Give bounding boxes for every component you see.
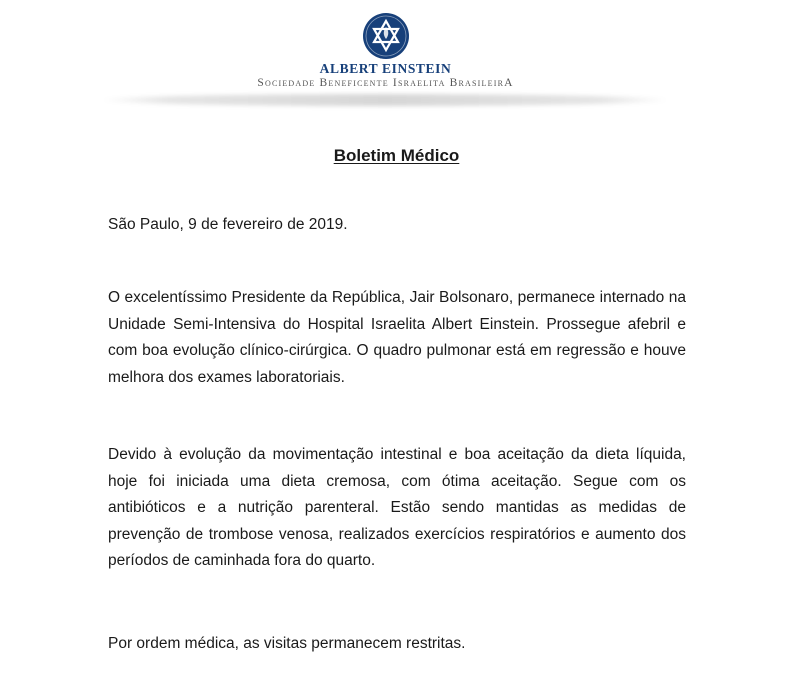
paragraph-visits: Por ordem médica, as visitas permanecem restritas. [108,635,466,652]
document-title: Boletim Médico [333,146,460,165]
header-divider [100,94,670,106]
paragraph-patient-status: O excelentíssimo Presidente da República, Jair Bolsonaro, permanece internado na Unidade Semi-Intensiva do Hospital Israelita Albert Einstein. Prossegue afebril e com boa evolução clínico-cirúrgica. O quadro pulmonar está em regressão e houve melhora dos exames laboratoriais. [108,289,686,386]
star-of-david-logo-icon [362,12,410,60]
letterhead [0,0,800,120]
organization-subtitle: Sociedade Beneficente Israelita BrasileirA [257,77,514,89]
organization-name: ALBERT EINSTEIN [319,61,452,76]
date-line: São Paulo, 9 de fevereiro de 2019. [108,216,348,233]
paragraph-treatment: Devido à evolução da movimentação intestinal e boa aceitação da dieta líquida, hoje foi iniciada uma dieta cremosa, com ótima aceitação. Segue com os antibióticos e a nutrição parenteral. Estão sendo mantidas as medidas de prevenção de trombose venosa, realizados exercícios respiratórios e aumento dos períodos de caminhada fora do quarto. [108,446,686,569]
